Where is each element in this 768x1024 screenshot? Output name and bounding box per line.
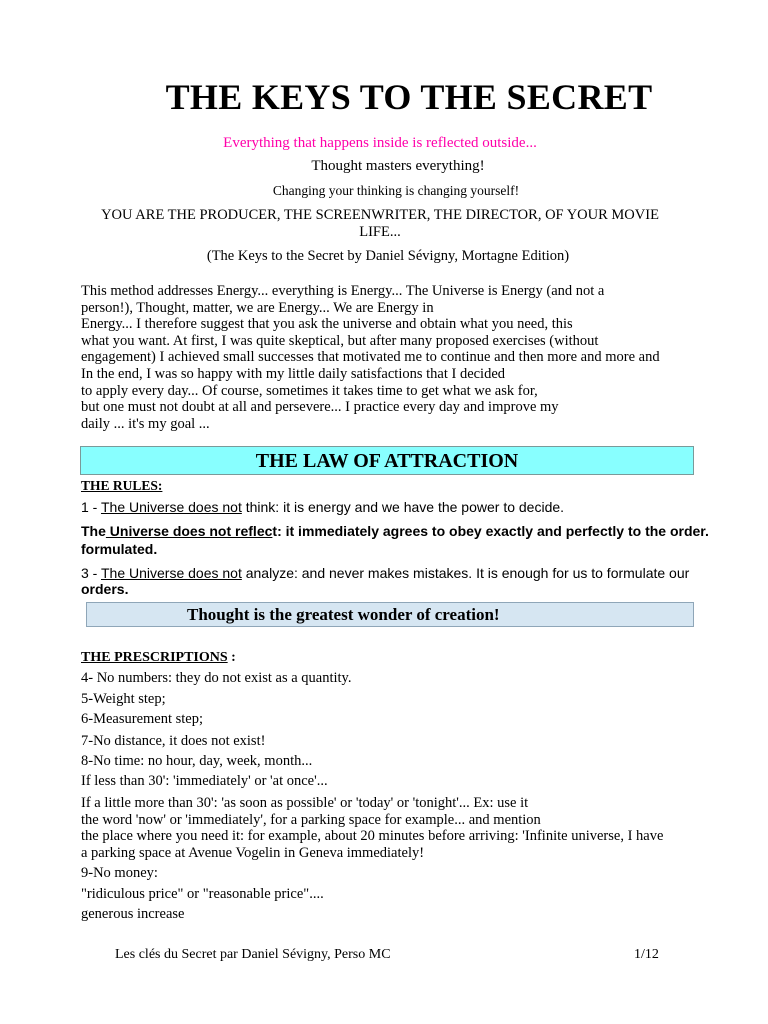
prescription-price: "ridiculous price" or "reasonable price".... [81, 886, 324, 902]
rules-heading: THE RULES: [81, 478, 163, 493]
prescription-item: 6-Measurement step; [81, 711, 204, 727]
page-number: 1/12 [634, 947, 659, 962]
example-paragraph [81, 795, 663, 861]
prescription-item: 7-No distance, it does not exist! [81, 733, 266, 749]
rule-3 [81, 565, 689, 581]
intro-line: daily ... it's my goal ... [81, 415, 210, 432]
prescription-increase: generous increase [81, 906, 185, 922]
intro-line: person!), Thought, matter, we are Energy... We are Energy in [81, 299, 434, 316]
intro-line: but one must not doubt at all and persevere... I practice every day and improve my [81, 399, 559, 416]
intro-line: to apply every day... Of course, sometimes it takes time to get what we ask for, [81, 382, 538, 399]
intro-paragraph [81, 283, 660, 432]
rule-2-start: The [81, 523, 106, 539]
intro-line: In the end, I was so happy with my little daily satisfactions that I decided [81, 365, 506, 382]
prescriptions-heading-colon: : [227, 650, 236, 665]
example-line: the place where you need it: for example, about 20 minutes before arriving: 'Infinite universe, I have [81, 828, 664, 845]
document-title: THE KEYS TO THE SECRET [165, 77, 653, 117]
prescription-item: If less than 30': 'immediately' or 'at once'... [81, 773, 328, 789]
thought-highlight-box: Thought is the greatest wonder of creation! [86, 602, 694, 627]
subtitle-line-2: Changing your thinking is changing yourself! [272, 183, 520, 198]
intro-line: what you want. At first, I was quite skeptical, but after many proposed exercises (without [81, 332, 599, 349]
rule-3-prefix: 3 - [81, 565, 101, 581]
rule-2 [81, 523, 709, 539]
prescription-money: 9-No money: [81, 865, 158, 881]
example-line: the word 'now' or 'immediately', for a parking space for example... and mention [81, 811, 541, 828]
example-line: a parking space at Avenue Vogelin in Geneva immediately! [81, 844, 425, 861]
intro-line: engagement) I achieved small successes that motivated me to continue and then more and more and [81, 349, 660, 366]
rule-1 [81, 499, 564, 515]
rule-3-text: analyze: and never makes mistakes. It is enough for us to formulate our [241, 565, 690, 581]
prescriptions-heading [81, 650, 236, 666]
rule-1-prefix: 1 - [81, 499, 101, 515]
rule-1-text: think: it is energy and we have the power to decide. [241, 499, 565, 515]
intro-line: This method addresses Energy... everything is Energy... The Universe is Energy (and not a [81, 283, 605, 299]
book-reference: (The Keys to the Secret by Daniel Sévigny, Mortagne Edition) [206, 248, 570, 264]
footer-source: Les clés du Secret par Daniel Sévigny, Perso MC [115, 947, 391, 962]
law-of-attraction-heading: THE LAW OF ATTRACTION [80, 446, 694, 475]
example-line: If a little more than 30': 'as soon as possible' or 'today' or 'tonight'... Ex: use it [81, 795, 529, 811]
subtitle-line-3: YOU ARE THE PRODUCER, THE SCREENWRITER, THE DIRECTOR, OF YOUR MOVIE LIFE... [101, 207, 659, 240]
prescription-item: 4- No numbers: they do not exist as a quantity. [81, 670, 352, 686]
rule-2-text: t: it immediately agrees to obey exactly and perfectly to the order. [272, 523, 709, 539]
prescription-item: 5-Weight step; [81, 691, 166, 707]
prescriptions-heading-text: THE PRESCRIPTIONS [81, 650, 228, 665]
prescription-item: 8-No time: no hour, day, week, month... [81, 753, 313, 769]
rule-1-underlined: The Universe does not [100, 499, 242, 515]
intro-line: Energy... I therefore suggest that you ask the universe and obtain what you need, this [81, 316, 573, 333]
rule-3-continued: orders. [81, 581, 129, 597]
subtitle-line-1: Thought masters everything! [311, 158, 485, 174]
rule-2-continued: formulated. [81, 541, 158, 557]
rule-2-underlined: Universe does not reflec [105, 523, 273, 539]
rule-3-underlined: The Universe does not [100, 565, 242, 581]
tagline: Everything that happens inside is reflected outside... [223, 135, 537, 151]
